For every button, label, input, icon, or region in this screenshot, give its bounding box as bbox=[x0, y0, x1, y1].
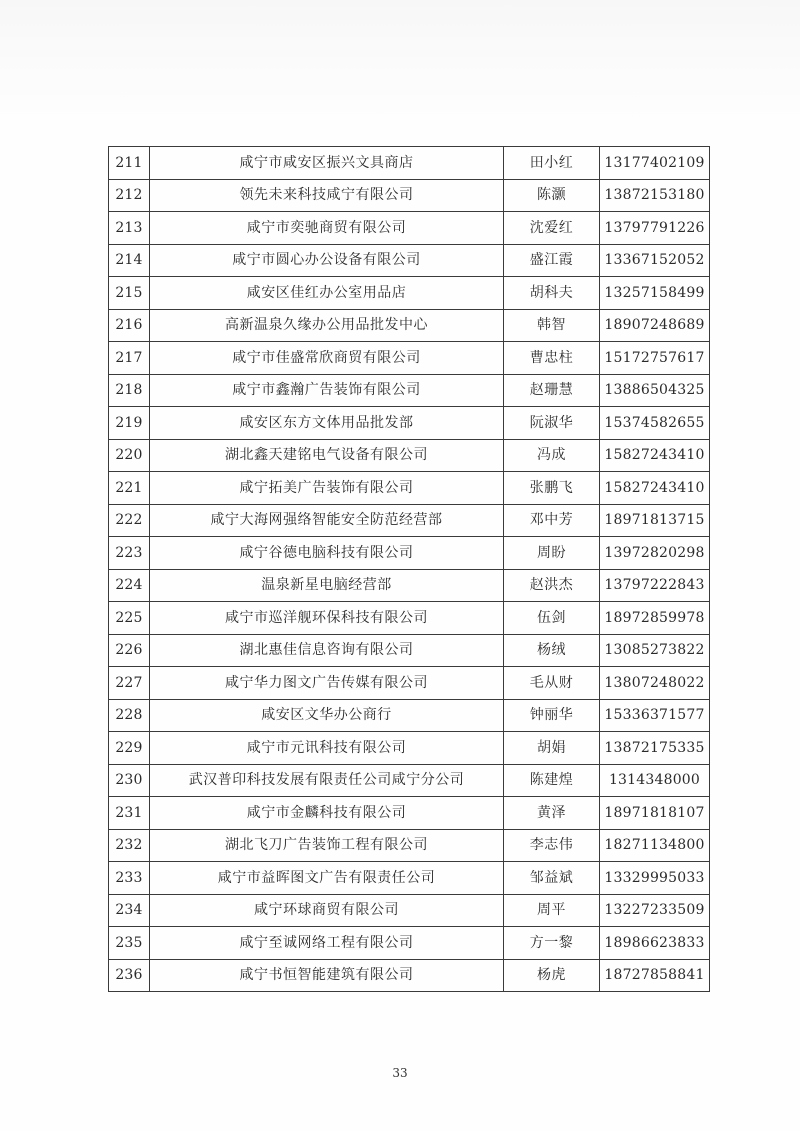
company-contact-table bbox=[108, 146, 710, 992]
company-name-cell: 湖北飞刀广告装饰工程有限公司 bbox=[150, 829, 504, 862]
table-row bbox=[109, 277, 710, 310]
row-number-cell: 224 bbox=[109, 569, 150, 602]
phone-number-cell: 18971818107 bbox=[600, 797, 710, 830]
company-name-cell: 高新温泉久缘办公用品批发中心 bbox=[150, 309, 504, 342]
table-row bbox=[109, 732, 710, 765]
company-name-cell: 咸安区东方文体用品批发部 bbox=[150, 407, 504, 440]
row-number-cell: 228 bbox=[109, 699, 150, 732]
table-row bbox=[109, 829, 710, 862]
table-row bbox=[109, 959, 710, 992]
phone-number-cell: 18971813715 bbox=[600, 504, 710, 537]
contact-person-cell: 邹益斌 bbox=[504, 862, 600, 895]
phone-number-cell: 13257158499 bbox=[600, 277, 710, 310]
row-number-cell: 229 bbox=[109, 732, 150, 765]
table-row bbox=[109, 374, 710, 407]
row-number-cell: 221 bbox=[109, 472, 150, 505]
company-name-cell: 湖北鑫天建铭电气设备有限公司 bbox=[150, 439, 504, 472]
table-body bbox=[109, 147, 710, 992]
contact-person-cell: 毛从财 bbox=[504, 667, 600, 700]
contact-person-cell: 陈灏 bbox=[504, 179, 600, 212]
table-row bbox=[109, 537, 710, 570]
phone-number-cell: 15172757617 bbox=[600, 342, 710, 375]
table-row bbox=[109, 212, 710, 245]
phone-number-cell: 13872175335 bbox=[600, 732, 710, 765]
phone-number-cell: 18727858841 bbox=[600, 959, 710, 992]
table-row bbox=[109, 927, 710, 960]
row-number-cell: 226 bbox=[109, 634, 150, 667]
contact-person-cell: 张鹏飞 bbox=[504, 472, 600, 505]
phone-number-cell: 1314348000 bbox=[600, 764, 710, 797]
company-name-cell: 咸宁市佳盛常欣商贸有限公司 bbox=[150, 342, 504, 375]
contact-person-cell: 邓中芳 bbox=[504, 504, 600, 537]
contact-person-cell: 赵洪杰 bbox=[504, 569, 600, 602]
table-row bbox=[109, 634, 710, 667]
phone-number-cell: 13797791226 bbox=[600, 212, 710, 245]
table-row bbox=[109, 797, 710, 830]
table-row bbox=[109, 179, 710, 212]
row-number-cell: 230 bbox=[109, 764, 150, 797]
row-number-cell: 225 bbox=[109, 602, 150, 635]
row-number-cell: 232 bbox=[109, 829, 150, 862]
phone-number-cell: 13886504325 bbox=[600, 374, 710, 407]
contact-person-cell: 伍剑 bbox=[504, 602, 600, 635]
table-row bbox=[109, 602, 710, 635]
phone-number-cell: 18907248689 bbox=[600, 309, 710, 342]
table-row bbox=[109, 569, 710, 602]
contact-person-cell: 杨绒 bbox=[504, 634, 600, 667]
row-number-cell: 219 bbox=[109, 407, 150, 440]
company-name-cell: 咸宁市鑫瀚广告装饰有限公司 bbox=[150, 374, 504, 407]
contact-person-cell: 周平 bbox=[504, 894, 600, 927]
table-row bbox=[109, 472, 710, 505]
company-name-cell: 咸安区文华办公商行 bbox=[150, 699, 504, 732]
row-number-cell: 233 bbox=[109, 862, 150, 895]
phone-number-cell: 13797222843 bbox=[600, 569, 710, 602]
phone-number-cell: 13972820298 bbox=[600, 537, 710, 570]
company-name-cell: 咸安区佳红办公室用品店 bbox=[150, 277, 504, 310]
phone-number-cell: 18972859978 bbox=[600, 602, 710, 635]
row-number-cell: 235 bbox=[109, 927, 150, 960]
row-number-cell: 216 bbox=[109, 309, 150, 342]
contact-person-cell: 李志伟 bbox=[504, 829, 600, 862]
table-row bbox=[109, 147, 710, 180]
contact-person-cell: 方一黎 bbox=[504, 927, 600, 960]
row-number-cell: 211 bbox=[109, 147, 150, 180]
phone-number-cell: 13227233509 bbox=[600, 894, 710, 927]
contact-person-cell: 周盼 bbox=[504, 537, 600, 570]
contact-person-cell: 杨虎 bbox=[504, 959, 600, 992]
contact-person-cell: 韩智 bbox=[504, 309, 600, 342]
company-name-cell: 咸宁市圆心办公设备有限公司 bbox=[150, 244, 504, 277]
contact-person-cell: 冯成 bbox=[504, 439, 600, 472]
table-row bbox=[109, 244, 710, 277]
table-row bbox=[109, 439, 710, 472]
company-name-cell: 咸宁市咸安区振兴文具商店 bbox=[150, 147, 504, 180]
row-number-cell: 213 bbox=[109, 212, 150, 245]
phone-number-cell: 13807248022 bbox=[600, 667, 710, 700]
phone-number-cell: 13872153180 bbox=[600, 179, 710, 212]
row-number-cell: 217 bbox=[109, 342, 150, 375]
company-name-cell: 咸宁大海网强络智能安全防范经营部 bbox=[150, 504, 504, 537]
table-row bbox=[109, 667, 710, 700]
contact-person-cell: 田小红 bbox=[504, 147, 600, 180]
page-number: 33 bbox=[392, 1066, 408, 1080]
phone-number-cell: 18271134800 bbox=[600, 829, 710, 862]
company-name-cell: 武汉普印科技发展有限责任公司咸宁分公司 bbox=[150, 764, 504, 797]
contact-person-cell: 赵珊慧 bbox=[504, 374, 600, 407]
contact-person-cell: 胡科夫 bbox=[504, 277, 600, 310]
contact-person-cell: 阮淑华 bbox=[504, 407, 600, 440]
row-number-cell: 223 bbox=[109, 537, 150, 570]
phone-number-cell: 13085273822 bbox=[600, 634, 710, 667]
phone-number-cell: 15336371577 bbox=[600, 699, 710, 732]
company-name-cell: 咸宁华力图文广告传媒有限公司 bbox=[150, 667, 504, 700]
phone-number-cell: 15827243410 bbox=[600, 439, 710, 472]
company-name-cell: 领先未来科技咸宁有限公司 bbox=[150, 179, 504, 212]
contact-person-cell: 黄泽 bbox=[504, 797, 600, 830]
row-number-cell: 214 bbox=[109, 244, 150, 277]
company-name-cell: 咸宁市益晖图文广告有限责任公司 bbox=[150, 862, 504, 895]
company-name-cell: 咸宁市元讯科技有限公司 bbox=[150, 732, 504, 765]
phone-number-cell: 15827243410 bbox=[600, 472, 710, 505]
phone-number-cell: 18986623833 bbox=[600, 927, 710, 960]
phone-number-cell: 13329995033 bbox=[600, 862, 710, 895]
company-name-cell: 咸宁拓美广告装饰有限公司 bbox=[150, 472, 504, 505]
contact-person-cell: 盛江霞 bbox=[504, 244, 600, 277]
phone-number-cell: 13367152052 bbox=[600, 244, 710, 277]
company-name-cell: 咸宁环球商贸有限公司 bbox=[150, 894, 504, 927]
company-name-cell: 湖北惠佳信息咨询有限公司 bbox=[150, 634, 504, 667]
row-number-cell: 212 bbox=[109, 179, 150, 212]
contact-person-cell: 沈爱红 bbox=[504, 212, 600, 245]
row-number-cell: 222 bbox=[109, 504, 150, 537]
company-name-cell: 咸宁书恒智能建筑有限公司 bbox=[150, 959, 504, 992]
company-name-cell: 咸宁市金麟科技有限公司 bbox=[150, 797, 504, 830]
table-row bbox=[109, 504, 710, 537]
table-row bbox=[109, 309, 710, 342]
company-name-cell: 咸宁至诚网络工程有限公司 bbox=[150, 927, 504, 960]
row-number-cell: 215 bbox=[109, 277, 150, 310]
company-name-cell: 温泉新星电脑经营部 bbox=[150, 569, 504, 602]
company-name-cell: 咸宁市巡洋舰环保科技有限公司 bbox=[150, 602, 504, 635]
table-row bbox=[109, 342, 710, 375]
phone-number-cell: 13177402109 bbox=[600, 147, 710, 180]
contact-person-cell: 胡娟 bbox=[504, 732, 600, 765]
table-row bbox=[109, 862, 710, 895]
company-name-cell: 咸宁谷德电脑科技有限公司 bbox=[150, 537, 504, 570]
phone-number-cell: 15374582655 bbox=[600, 407, 710, 440]
contact-person-cell: 钟丽华 bbox=[504, 699, 600, 732]
table-row bbox=[109, 764, 710, 797]
row-number-cell: 218 bbox=[109, 374, 150, 407]
row-number-cell: 231 bbox=[109, 797, 150, 830]
contact-person-cell: 曹忠柱 bbox=[504, 342, 600, 375]
company-name-cell: 咸宁市奕驰商贸有限公司 bbox=[150, 212, 504, 245]
table-row bbox=[109, 699, 710, 732]
row-number-cell: 220 bbox=[109, 439, 150, 472]
contact-person-cell: 陈建煌 bbox=[504, 764, 600, 797]
row-number-cell: 234 bbox=[109, 894, 150, 927]
scan-top-shadow bbox=[0, 0, 800, 130]
table-row bbox=[109, 407, 710, 440]
row-number-cell: 227 bbox=[109, 667, 150, 700]
table-row bbox=[109, 894, 710, 927]
row-number-cell: 236 bbox=[109, 959, 150, 992]
